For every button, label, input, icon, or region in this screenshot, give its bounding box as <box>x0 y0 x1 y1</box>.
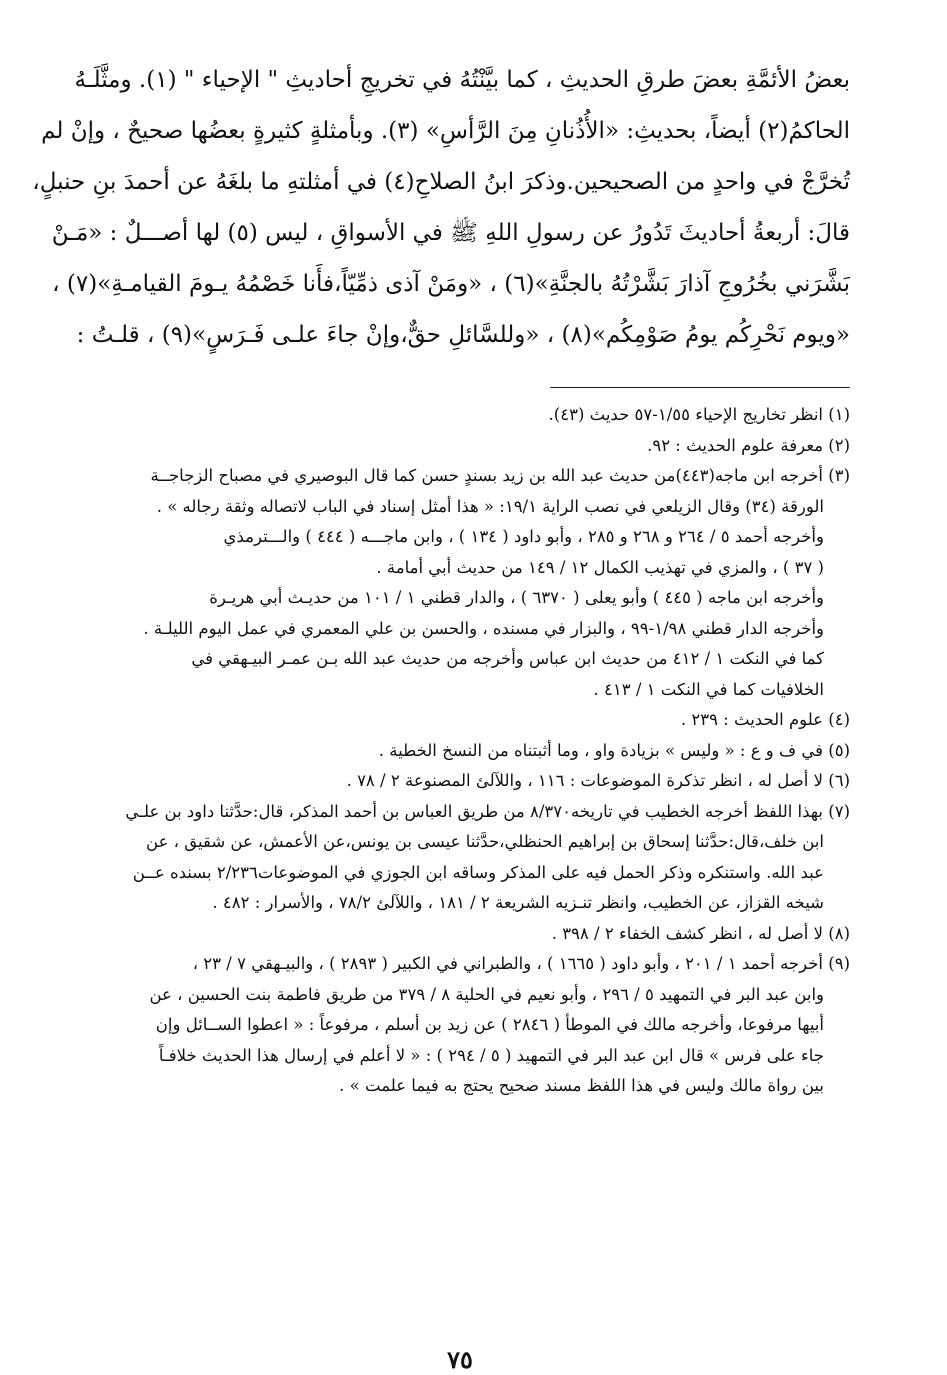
main-body-text <box>32 55 850 361</box>
footnotes-section <box>70 400 850 1102</box>
body-line: بَشَّرَني بخُرُوجِ آذارَ بَشَّرْتُهُ بالجنَّةِ»(٦) ، «ومَنْ آذى ذمِّيّاً،فأَنا خَصْمُهُ يـومَ القيامـةِ»(٧) ، <box>52 271 850 297</box>
footnote-line: ابن خلف،قال:حدَّثنا إسحاق بن إبراهيم الحنظلي،حدَّثنا عيسى بن يونس،عن الأعمش، عن شقيق ، عن <box>146 832 824 851</box>
footnote-line: شيخه القزاز، عن الخطيب، وانظر تنـزيه الشريعة ٢ / ١٨١ ، واللآلئ ٧٨/٢ ، والأسرار : ٤٨٢ . <box>212 893 824 912</box>
footnote-line: وأخرجه أحمد ٥ / ٢٦٤ و ٢٦٨ و ٢٨٥ ، وأبو داود ( ١٣٤ ) ، وابن ماجـــه ( ٤٤٤ ) والـــترمذي <box>223 527 824 546</box>
footnote-line: ( ٣٧ ) ، والمزي في تهذيب الكمال ١٢ / ١٤٩ من حديث أبي أمامة . <box>376 557 824 577</box>
body-line: بعضُ الأئمَّةِ بعضَ طرقِ الحديثِ ، كما بيَّنْتُهُ في تخريجِ أحاديثِ " الإحياء " (١). ومثَّلَـهُ <box>74 67 850 93</box>
body-line: الحاكمُ(٢) أيضاً، بحديثِ: «الأُذُنانِ مِنَ الرَّأسِ» (٣). وبأمثلةٍ كثيرةٍ بعضُها صحيحٌ ، وإنْ لم <box>41 118 850 144</box>
body-line: تُخرَّجْ في واحدٍ من الصحيحين.وذكرَ ابنُ الصلاحِ(٤) في أمثلتهِ ما بلغَهُ عن أحمدَ بنِ حنبلٍ، <box>32 169 850 195</box>
document-page <box>32 55 850 1374</box>
footnote-line: (١) انظر تخاريج الإحياء ١/٥٥-٥٧ حديث (٤٣). <box>548 405 850 424</box>
footnote-6 <box>70 766 850 797</box>
body-line: قالَ: أربعةُ أحاديثَ تَدُورُ عن رسولِ اللهِ ﷺ في الأسواقِ ، ليس (٥) لها أصـــلٌ : «مَـنْ <box>51 220 850 246</box>
footnote-9 <box>70 949 850 1102</box>
footnote-4 <box>70 705 850 736</box>
footnote-line: (٩) أخرجه أحمد ١ / ٢٠١ ، وأبو داود ( ١٦٦٥ ) ، والطبراني في الكبير ( ٢٨٩٣ ) ، والبيـهقي ٧ / ٢٣ ، <box>192 954 850 973</box>
footnote-5 <box>70 736 850 767</box>
footnote-3 <box>70 461 850 705</box>
footnote-line: الورقة (٣٤) وقال الزيلعي في نصب الراية ١٩/١: « هذا أمثل إسناد في الباب لاتصاله وثقة رجاله » . <box>156 496 824 516</box>
footnote-2 <box>70 431 850 462</box>
footnote-8 <box>70 919 850 950</box>
footnote-1 <box>70 400 850 431</box>
footnote-line: (٧) بهذا اللفظ أخرجه الخطيب في تاريخه٨/٣٧٠ من طريق العباس بن أحمد المذكر، قال:حدَّثنا داود بن علـي <box>125 801 850 821</box>
footnote-line: (٨) لا أصل له ، انظر كشف الخفاء ٢ / ٣٩٨ . <box>551 923 850 943</box>
footnote-line: (٥) في ف و ع : « وليس » بزيادة واو ، وما أثبتناه من النسخ الخطية . <box>378 740 850 760</box>
footnote-divider <box>550 387 850 388</box>
footnote-line: وابن عبد البر في التمهيد ٥ / ٢٩٦ ، وأبو نعيم في الحلية ٨ / ٣٧٩ من طريق فاطمة بنت الحسين ، عن <box>149 984 824 1004</box>
footnote-line: كما في النكت ١ / ٤١٢ من حديث ابن عباس وأخرجه من حديث عبد الله بـن عمـر البيـهقي في <box>191 649 824 668</box>
footnote-line: (٦) لا أصل له ، انظر تذكرة الموضوعات : ١١٦ ، واللآلئ المصنوعة ٢ / ٧٨ . <box>346 771 850 790</box>
footnote-line: (٣) أخرجه ابن ماجه(٤٤٣)من حديث عبد الله بن زيد بسندٍ حسن كما قال البوصيري في مصباح الزجاجــة <box>150 466 850 485</box>
footnote-line: الخلافيات كما في النكت ١ / ٤١٣ . <box>593 679 824 699</box>
footnote-line: أبيها مرفوعا، وأخرجه مالك في الموطأ ( ٢٨٤٦ ) عن زيد بن أسلم ، مرفوعاً : « اعطوا الســائل وإن <box>155 1015 824 1034</box>
footnote-line: (٤) علوم الحديث : ٢٣٩ . <box>680 710 850 729</box>
footnote-line: وأخرجه ابن ماجه ( ٤٤٥ ) وأبو يعلى ( ٦٣٧٠ ) ، والدار قطني ١ / ١٠١ من حديـث أبي هريـرة <box>209 588 824 607</box>
footnote-line: (٢) معرفة علوم الحديث : ٩٢. <box>647 435 850 455</box>
footnote-line: جاء على فرس » قال ابن عبد البر في التمهيد ( ٥ / ٢٩٤ ) : « لا أعلم في إرسال هذا الحديث خلافـاً <box>158 1045 824 1065</box>
footnote-line: وأخرجه الدار قطني ١/٩٨-٩٩ ، والبزار في مسنده ، والحسن بن علي المعمري في عمل اليوم الليلـة . <box>143 618 824 638</box>
body-line: «ويوم نَحْرِكُم يومُ صَوْمِكُم»(٨) ، «وللسَّائلِ حقٌّ،وإنْ جاءَ علـى فَـرَسٍ»(٩) ، قلـتُ : <box>76 322 850 348</box>
footnote-7 <box>70 797 850 919</box>
page-number: ٧٥ <box>447 1345 473 1374</box>
footnote-line: عبد الله. واستنكره وذكر الحمل فيه على المذكر وساقه ابن الجوزي في الموضوعات٢/٢٣٦ بسنده عــن <box>132 862 824 882</box>
footnote-line: بين رواة مالك وليس في هذا اللفظ مسند صحيح يحتج به فيما علمت » . <box>339 1076 824 1095</box>
